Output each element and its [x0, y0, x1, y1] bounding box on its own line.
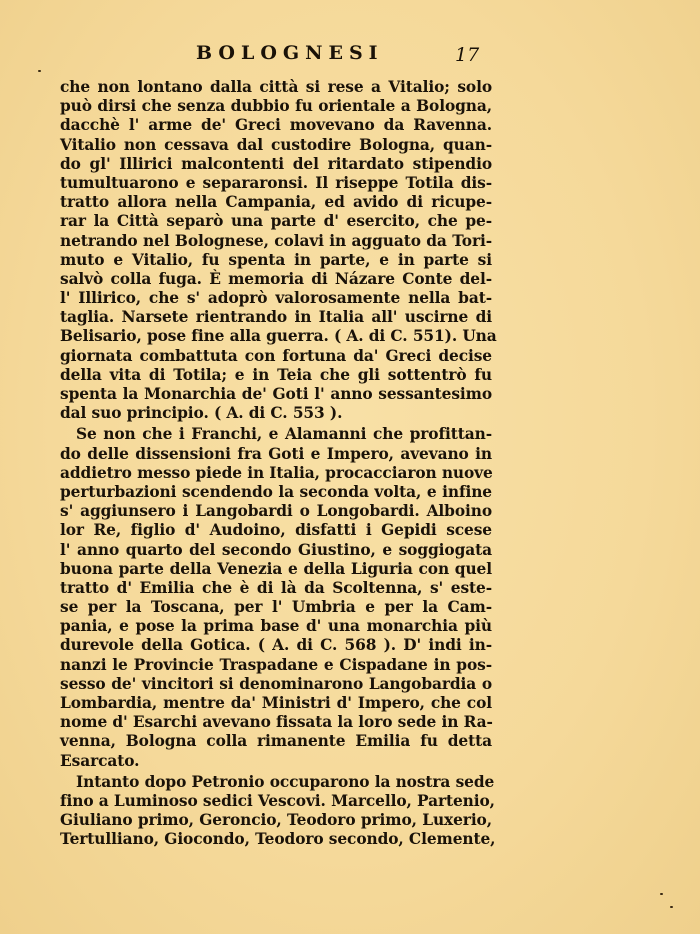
paragraph-3 — [60, 772, 496, 850]
text-line: l' anno quarto del secondo Giustino, e soggiogata — [60, 540, 492, 559]
text-line: Vitalio non cessava dal custodire Bologna, quan- — [60, 135, 492, 154]
text-line: giornata combattuta con fortuna da' Greci decise — [60, 346, 492, 365]
text-line: Esarcato. — [60, 751, 140, 770]
text-line: spenta la Monarchia de' Goti l' anno sessantesimo — [60, 385, 492, 403]
paper-speck — [38, 70, 41, 72]
text-line: addietro messo piede in Italia, procacciaron nuove — [60, 463, 493, 482]
text-line: do gl' Illirici malcontenti del ritardato stipendio — [60, 154, 492, 173]
paper-speck — [660, 893, 663, 895]
text-line: nanzi le Provincie Traspadane e Cispadane in pos- — [60, 655, 492, 674]
text-line: durevole della Gotica. ( A. di C. 568 ). D' indi in- — [60, 636, 492, 655]
text-line: può dirsi che senza dubbio fu orientale a Bologna, — [60, 97, 492, 116]
text-line: tumultuarono e separaronsi. Il riseppe Totila dis- — [60, 173, 492, 192]
text-line: Giuliano primo, Geroncio, Teodoro primo, Luxerio, — [60, 811, 492, 830]
text-line: tratto d' Emilia che è di là da Scoltenna, s' este- — [60, 578, 492, 597]
text-line: dal suo principio. ( A. di C. 553 ). — [60, 404, 343, 423]
running-title: BOLOGNESI — [196, 42, 384, 64]
text-line: Tertulliano, Giocondo, Teodoro secondo, Clemente, — [60, 830, 496, 849]
text-line: della vita di Totila; e in Teia che gli sottentrò fu — [60, 365, 492, 384]
text-line: nome d' Esarchi avevano fissata la loro sede in Ra- — [60, 713, 493, 732]
text-line: do delle dissensioni fra Goti e Impero, avevano in — [60, 444, 492, 463]
text-line: tratto allora nella Campania, ed avido di ricupe- — [60, 193, 492, 212]
text-line: Se non che i Franchi, e Alamanni che profittan- — [76, 425, 492, 444]
text-line: netrando nel Bolognese, colavi in agguato da Tori- — [60, 231, 492, 250]
paragraph-2 — [60, 425, 492, 770]
text-line: l' Illirico, che s' adoprò valorosamente nella bat- — [60, 289, 492, 308]
text-line: Intanto dopo Petronio occuparono la nostra sede — [76, 772, 495, 791]
text-line: dacchè l' arme de' Greci movevano da Ravenna. — [60, 116, 492, 135]
text-line: Belisario, pose fine alla guerra. ( A. di C. 551). Una — [60, 327, 497, 346]
text-line: se per la Toscana, per l' Umbria e per la Cam- — [60, 598, 492, 617]
page-number: 17 — [455, 44, 480, 66]
paragraph-1 — [60, 78, 497, 423]
text-line: buona parte della Venezia e della Liguria con quel — [60, 559, 492, 578]
text-line: lor Re, figlio d' Audoino, disfatti i Gepidi scese — [60, 521, 492, 540]
paper-speck — [670, 906, 673, 908]
text-line: fino a Luminoso sedici Vescovi. Marcello, Partenio, — [60, 791, 495, 810]
text-line: taglia. Narsete rientrando in Italia all' uscirne di — [60, 308, 492, 327]
text-line: venna, Bologna colla rimanente Emilia fu detta — [60, 732, 492, 751]
text-line: s' aggiunsero i Langobardi o Longobardi. Alboino — [60, 502, 492, 521]
text-line: sesso de' vincitori si denominarono Langobardia o — [60, 674, 492, 693]
text-line: perturbazioni scendendo la seconda volta, e infine — [60, 482, 492, 501]
text-line: Lombardia, mentre da' Ministri d' Impero, che col — [60, 694, 492, 712]
text-line: pania, e pose la prima base d' una monarchia più — [60, 617, 492, 636]
text-line: salvò colla fuga. È memoria di Názare Conte del- — [60, 269, 492, 288]
text-line: che non lontano dalla città si rese a Vitalio; solo — [60, 78, 492, 96]
text-line: muto e Vitalio, fu spenta in parte, e in parte si — [60, 250, 492, 269]
body-text — [60, 78, 497, 850]
text-line: rar la Città separò una parte d' esercito, che pe- — [60, 212, 492, 231]
